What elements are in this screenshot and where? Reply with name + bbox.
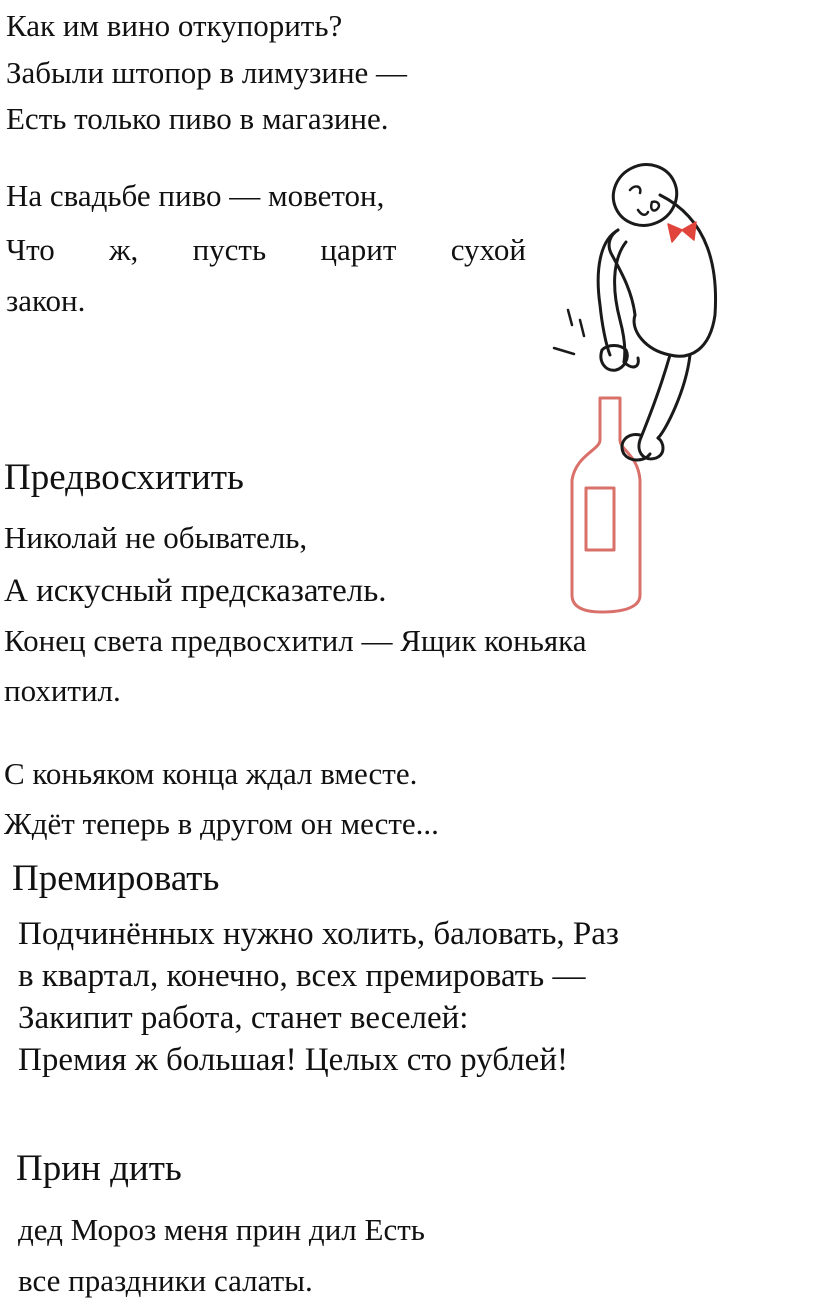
verse-line: Конец света предвосхитил — Ящик коньяка	[4, 623, 587, 658]
word: Что	[6, 232, 55, 267]
foot-icon	[622, 435, 650, 460]
verse-line: все праздники салаты.	[18, 1263, 313, 1298]
verse-line: Забыли штопор в лимузине —	[6, 55, 408, 90]
verse-line: дед Мороз меня прин дил Есть	[18, 1212, 425, 1247]
verse-line-justified	[6, 234, 526, 265]
bowtie-icon	[668, 222, 696, 242]
man-opening-bottle-illustration	[540, 150, 720, 620]
word: сухой	[450, 232, 526, 267]
man-back	[634, 195, 716, 356]
man-torso	[609, 230, 635, 315]
section-title: Предвосхитить	[4, 457, 244, 498]
verse-line: закон.	[6, 283, 86, 318]
verse-line: в квартал, конечно, всех премировать —	[18, 958, 586, 994]
section-title: Прин дить	[16, 1148, 182, 1189]
verse-line: А искусный предсказатель.	[4, 573, 387, 609]
section-title: Премировать	[12, 858, 220, 899]
verse-line: Закипит работа, станет веселей:	[18, 1000, 469, 1036]
verse-line: Николай не обыватель,	[4, 520, 308, 555]
verse-line: Подчинённых нужно холить, баловать, Раз	[18, 916, 619, 952]
word: ж,	[109, 232, 139, 267]
verse-line: Есть только пиво в магазине.	[6, 101, 389, 136]
verse-line: Премия ж большая! Целых сто рублей!	[18, 1042, 568, 1078]
man-leg	[639, 355, 670, 459]
verse-line: С коньяком конца ждал вместе.	[4, 756, 418, 791]
verse-line: На свадьбе пиво — моветон,	[6, 178, 385, 213]
head-icon	[603, 154, 686, 235]
verse-line: Ждёт теперь в другом он месте...	[4, 806, 439, 841]
verse-line: похитил.	[4, 673, 121, 708]
word: пусть	[192, 232, 267, 267]
verse-line: Как им вино откупорить?	[6, 8, 343, 43]
man-arm-right	[615, 242, 626, 362]
word: царит	[320, 232, 397, 267]
bottle-icon	[572, 398, 640, 612]
